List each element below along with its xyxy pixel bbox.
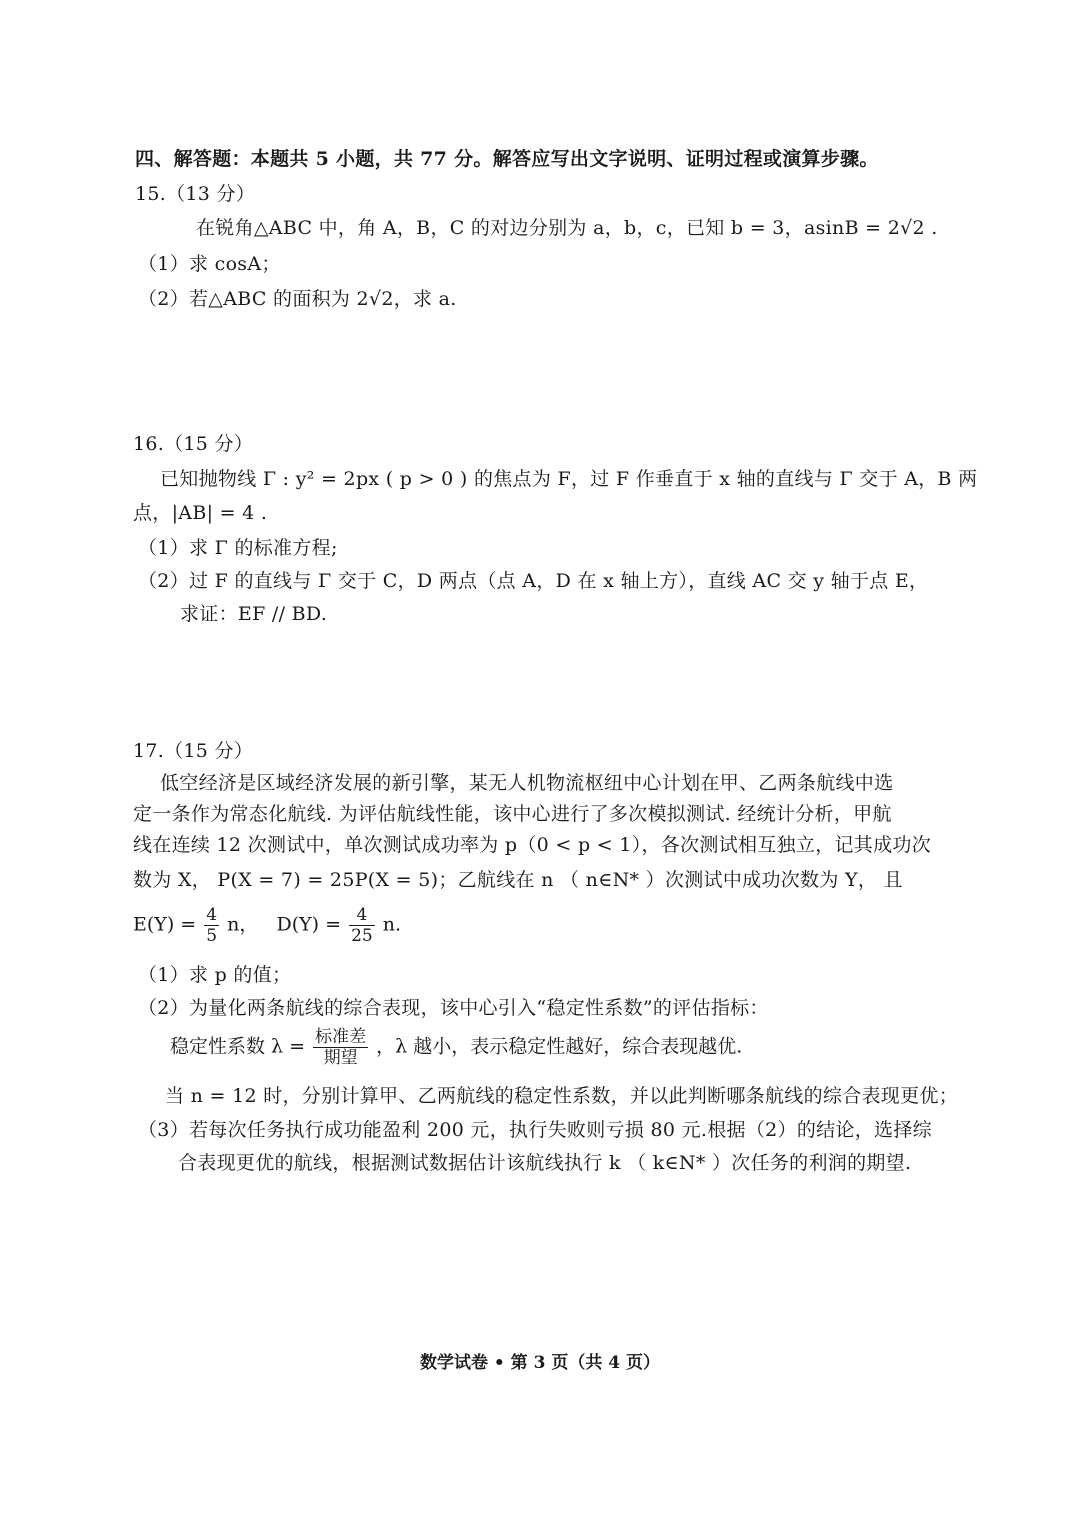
q17-part2: （2）为量化两条航线的综合表现，该中心引入“稳定性系数”的评估指标： bbox=[138, 997, 769, 1019]
dy-denominator: 25 bbox=[351, 926, 373, 946]
dy-numerator: 4 bbox=[349, 905, 375, 926]
q16-number: 16.（15 分） bbox=[133, 433, 254, 455]
q17-lambda-definition bbox=[170, 1027, 742, 1068]
ey-denominator: 5 bbox=[206, 926, 218, 946]
q16-part2-line1: （2）过 F 的直线与 Γ 交于 C，D 两点（点 A，D 在 x 轴上方），直线 AC 交 y 轴于点 E， bbox=[138, 570, 929, 592]
section-header: 四、解答题：本题共 5 小题，共 77 分。解答应写出文字说明、证明过程或演算步骤。 bbox=[135, 148, 879, 170]
ey-fraction bbox=[204, 905, 219, 946]
q16-part2-line2: 求证：EF // BD. bbox=[180, 603, 328, 625]
dy-fraction bbox=[349, 905, 375, 946]
q17-part3-line1: （3）若每次任务执行成功能盈利 200 元，执行失败则亏损 80 元.根据（2）的结论，选择综 bbox=[138, 1119, 932, 1141]
q17-expectation-variance bbox=[133, 905, 401, 946]
q17-part1: （1）求 p 的值； bbox=[138, 964, 292, 986]
q16-stem-line2: 点，|AB| = 4 . bbox=[133, 502, 268, 524]
lambda-fraction bbox=[313, 1027, 368, 1068]
q16-part1: （1）求 Γ 的标准方程; bbox=[138, 537, 338, 559]
q17-part3-line2: 合表现更优的航线，根据测试数据估计该航线执行 k （ k∈N* ）次任务的利润的期望. bbox=[178, 1152, 912, 1174]
dy-prefix: D(Y) = bbox=[276, 913, 342, 936]
lambda-denominator: 期望 bbox=[323, 1048, 358, 1068]
q17-part2-task: 当 n = 12 时，分别计算甲、乙两航线的稳定性系数，并以此判断哪条航线的综合表现更优； bbox=[165, 1085, 958, 1107]
q15-number: 15.（13 分） bbox=[135, 183, 256, 205]
lambda-prefix: 稳定性系数 λ = bbox=[170, 1035, 306, 1058]
ey-prefix: E(Y) = bbox=[133, 913, 197, 936]
q17-stem-line4: 数为 X， P(X = 7) = 25P(X = 5)；乙航线在 n （ n∈N* ）次测试中成功次数为 Y， 且 bbox=[133, 869, 903, 891]
q15-part1: （1）求 cosA； bbox=[138, 253, 281, 275]
lambda-numerator: 标准差 bbox=[315, 1027, 367, 1047]
q16-stem-line1: 已知抛物线 Γ : y² = 2px ( p > 0 ) 的焦点为 F，过 F 作垂直于 x 轴的直线与 Γ 交于 A，B 两 bbox=[160, 468, 978, 490]
q15-part2: （2）若△ABC 的面积为 2√2，求 a. bbox=[138, 288, 457, 310]
dy-suffix: n. bbox=[382, 913, 402, 936]
lambda-suffix: ，λ 越小，表示稳定性越好，综合表现越优. bbox=[376, 1035, 743, 1058]
q17-stem-line2: 定一条作为常态化航线. 为评估航线性能，该中心进行了多次模拟测试. 经统计分析，甲航 bbox=[133, 803, 892, 825]
page-footer: 数学试卷 • 第 3 页（共 4 页） bbox=[419, 1353, 661, 1373]
ey-numerator: 4 bbox=[206, 905, 218, 925]
q15-stem: 在锐角△ABC 中，角 A，B，C 的对边分别为 a，b，c，已知 b = 3，asinB = 2√2 . bbox=[196, 217, 938, 239]
q17-number: 17.（15 分） bbox=[133, 740, 254, 762]
q17-stem-line3: 线在连续 12 次测试中，单次测试成功率为 p（0 < p < 1），各次测试相互独立，记其成功次 bbox=[133, 834, 931, 856]
ey-suffix: n， bbox=[227, 913, 259, 936]
q17-stem-line1: 低空经济是区域经济发展的新引擎，某无人机物流枢纽中心计划在甲、乙两条航线中选 bbox=[160, 772, 894, 794]
